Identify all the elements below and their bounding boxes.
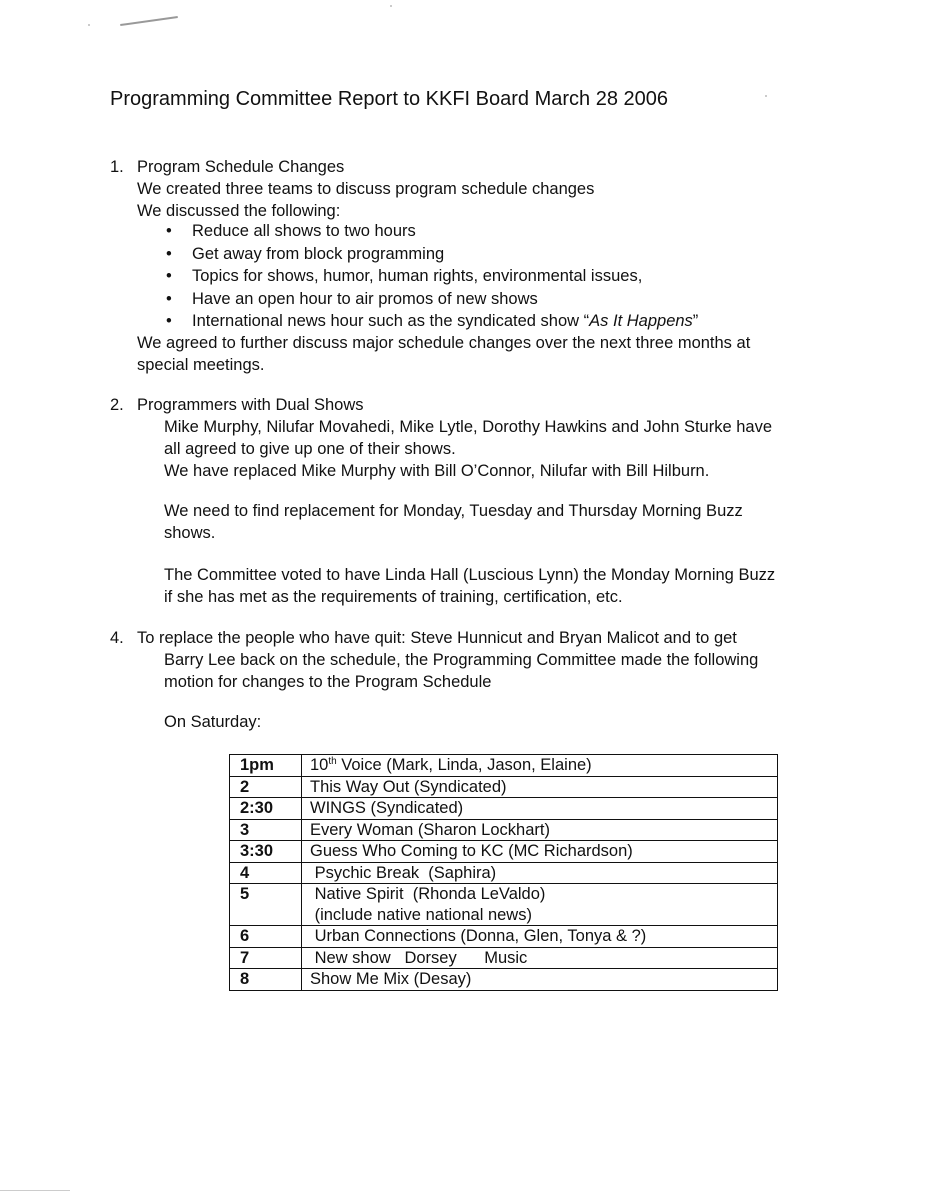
time-cell: 6 [230, 926, 302, 948]
scan-speck [390, 5, 392, 7]
section-2-paragraph-3 [164, 564, 775, 608]
section-2-line: if she has met as the requirements of training, certification, etc. [164, 588, 623, 606]
table-row [230, 841, 778, 863]
section-2-heading: Programmers with Dual Shows [137, 396, 364, 414]
table-row [230, 755, 778, 777]
section-4-text [164, 649, 758, 693]
show-cell: Show Me Mix (Desay) [302, 969, 778, 991]
time-cell: 8 [230, 969, 302, 991]
list-item: • Topics for shows, humor, human rights, environmental issues, [166, 265, 698, 288]
section-1-line: We discussed the following: [137, 202, 341, 220]
section-2-line: all agreed to give up one of their shows. [164, 440, 456, 458]
time-cell: 4 [230, 862, 302, 884]
day-label: On Saturday: [164, 713, 262, 731]
section-1-closing [137, 332, 750, 376]
list-item [166, 310, 698, 333]
time-cell: 1pm [230, 755, 302, 777]
time-cell: 2 [230, 776, 302, 798]
section-4-line: motion for changes to the Program Schedule [164, 673, 492, 691]
show-cell: Every Woman (Sharon Lockhart) [302, 819, 778, 841]
table-row [230, 884, 778, 926]
discussion-list [166, 220, 698, 333]
show-cell: WINGS (Syndicated) [302, 798, 778, 820]
section-2-line: The Committee voted to have Linda Hall (Luscious Lynn) the Monday Morning Buzz [164, 566, 776, 584]
scan-mark [120, 16, 178, 26]
show-text: (include native national news) [310, 905, 532, 924]
saturday-schedule-table [229, 754, 778, 991]
section-1-line: special meetings. [137, 356, 265, 374]
section-2-number: 2. [110, 396, 124, 414]
table-row [230, 819, 778, 841]
section-1-text [137, 156, 594, 222]
show-title-italic: As It Happens [589, 312, 693, 330]
section-4-line: Barry Lee back on the schedule, the Programming Committee made the following [164, 651, 759, 669]
section-2-line: shows. [164, 524, 216, 542]
section-1-line: We created three teams to discuss program schedule changes [137, 180, 595, 198]
show-cell: Urban Connections (Donna, Glen, Tonya & ?) [302, 926, 778, 948]
section-4-line: To replace the people who have quit: Steve Hunnicut and Bryan Malicot and to get [137, 629, 737, 647]
table-row [230, 798, 778, 820]
show-cell [302, 755, 778, 777]
section-1-heading: Program Schedule Changes [137, 158, 345, 176]
table-row [230, 947, 778, 969]
section-4-number: 4. [110, 629, 124, 647]
section-1-line: We agreed to further discuss major schedule changes over the next three months at [137, 334, 751, 352]
time-cell: 3 [230, 819, 302, 841]
show-text: Native Spirit (Rhonda LeValdo) [310, 885, 546, 903]
list-item: • Get away from block programming [166, 243, 698, 266]
list-item-text: ” [692, 312, 699, 330]
time-cell: 5 [230, 884, 302, 926]
section-2-line: Mike Murphy, Nilufar Movahedi, Mike Lytle, Dorothy Hawkins and John Sturke have [164, 418, 773, 436]
show-cell: Guess Who Coming to KC (MC Richardson) [302, 841, 778, 863]
time-cell: 3:30 [230, 841, 302, 863]
table-row [230, 969, 778, 991]
list-item-text: International news hour such as the syndicated show “ [192, 312, 590, 330]
section-2-paragraph-1 [164, 416, 772, 482]
table-row [230, 776, 778, 798]
show-cell: New show Dorsey Music [302, 947, 778, 969]
ordinal-suffix: th [328, 756, 337, 767]
section-2-paragraph-2 [164, 500, 743, 544]
time-cell: 2:30 [230, 798, 302, 820]
scan-speck [88, 24, 90, 26]
show-number: 10 [310, 756, 329, 774]
show-cell: This Way Out (Syndicated) [302, 776, 778, 798]
section-2-line: We need to find replacement for Monday, Tuesday and Thursday Morning Buzz [164, 502, 743, 520]
show-text: Voice (Mark, Linda, Jason, Elaine) [336, 756, 592, 774]
section-1-number: 1. [110, 158, 124, 176]
page-title: Programming Committee Report to KKFI Board March 28 2006 [110, 88, 669, 110]
table-row [230, 862, 778, 884]
list-item: • Reduce all shows to two hours [166, 220, 698, 243]
scan-edge-line [0, 1190, 70, 1191]
show-cell: Psychic Break (Saphira) [302, 862, 778, 884]
table-row [230, 926, 778, 948]
show-cell [302, 884, 778, 926]
scan-speck [765, 95, 767, 97]
list-item: • Have an open hour to air promos of new shows [166, 288, 698, 311]
section-2-line: We have replaced Mike Murphy with Bill O’Connor, Nilufar with Bill Hilburn. [164, 462, 710, 480]
time-cell: 7 [230, 947, 302, 969]
